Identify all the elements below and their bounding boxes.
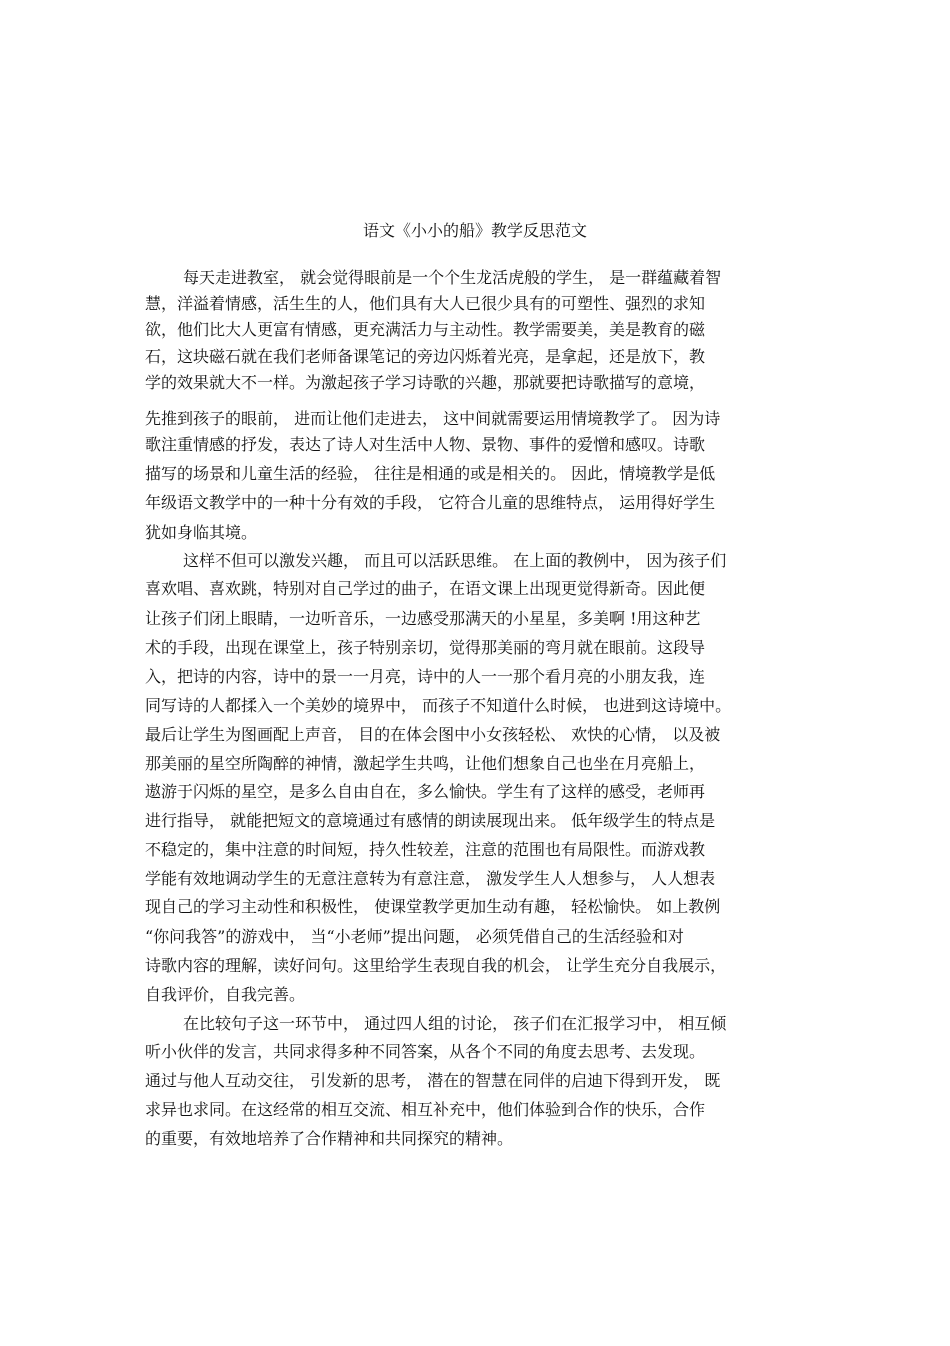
text-line: 慧，洋溢着情感，活生生的人，他们具有大人已很少具有的可塑性、强烈的求知 — [145, 294, 706, 313]
text-line: 听小伙伴的发言，共同求得多种不同答案，从各个不同的角度去思考、去发现。 — [145, 1042, 706, 1061]
text-line: 通过与他人互动交往， 引发新的思考， 潜在的智慧在同伴的启迪下得到开发， 既 — [145, 1071, 721, 1090]
text-line: 自我评价，自我完善。 — [145, 985, 306, 1004]
text-line: 犹如身临其境。 — [145, 523, 258, 542]
text-line: 这样不但可以激发兴趣， 而且可以活跃思维。 在上面的教例中， 因为孩子们 — [183, 551, 727, 570]
text-line: 术的手段，出现在课堂上，孩子特别亲切，觉得那美丽的弯月就在眼前。这段导 — [145, 638, 706, 657]
text-line: 年级语文教学中的一种十分有效的手段， 它符合儿童的思维特点， 运用得好学生 — [145, 493, 716, 512]
text-line: 最后让学生为图画配上声音， 目的在体会图中小女孩轻松、 欢快的心情， 以及被 — [145, 725, 721, 744]
text-line: 歌注重情感的抒发，表达了诗人对生活中人物、景物、事件的爱憎和感叹。诗歌 — [145, 435, 706, 454]
text-line: 学的效果就大不一样。为激起孩子学习诗歌的兴趣，那就要把诗歌描写的意境， — [145, 373, 706, 392]
text-line: 的重要，有效地培养了合作精神和共同探究的精神。 — [145, 1129, 514, 1148]
text-line: 喜欢唱、喜欢跳，特别对自己学过的曲子，在语文课上出现更觉得新奇。因此便 — [145, 579, 706, 598]
text-line: 遨游于闪烁的星空，是多么自由自在，多么愉快。学生有了这样的感受，老师再 — [145, 782, 706, 801]
text-line: 每天走进教室， 就会觉得眼前是一个个生龙活虎般的学生， 是一群蕴藏着智 — [183, 268, 722, 287]
text-line: 现自己的学习主动性和积极性， 使课堂教学更加生动有趣， 轻松愉快。 如上教例 — [145, 897, 721, 916]
text-line: 欲，他们比大人更富有情感，更充满活力与主动性。教学需要美，美是教育的磁 — [145, 320, 706, 339]
text-line: 学能有效地调动学生的无意注意转为有意注意， 激发学生人人想参与， 人人想表 — [145, 869, 716, 888]
text-line: 不稳定的，集中注意的时间短，持久性较差，注意的范围也有局限性。而游戏教 — [145, 840, 706, 859]
text-line: 石，这块磁石就在我们老师备课笔记的旁边闪烁着光亮，是拿起，还是放下，教 — [145, 347, 706, 366]
text-line: “你问我答”的游戏中， 当“小老师”提出问题， 必须凭借自己的生活经验和对 — [145, 927, 684, 946]
text-line: 先推到孩子的眼前， 进而让他们走进去， 这中间就需要运用情境教学了。 因为诗 — [145, 409, 721, 428]
text-line: 让孩子们闭上眼睛，一边听音乐，一边感受那满天的小星星，多美啊 !用这种艺 — [145, 609, 701, 628]
text-line: 进行指导， 就能把短文的意境通过有感情的朗读展现出来。 低年级学生的特点是 — [145, 811, 716, 830]
text-line: 入，把诗的内容，诗中的景一一月亮，诗中的人一一那个看月亮的小朋友我，连 — [145, 667, 706, 686]
text-line: 求异也求同。在这经常的相互交流、相互补充中，他们体验到合作的快乐，合作 — [145, 1100, 706, 1119]
text-line: 在比较句子这一环节中， 通过四人组的讨论， 孩子们在汇报学习中， 相互倾 — [183, 1014, 727, 1033]
text-line: 诗歌内容的理解，读好问句。这里给学生表现自我的机会， 让学生充分自我展示， — [145, 956, 727, 975]
text-line: 同写诗的人都揉入一个美妙的境界中， 而孩子不知道什么时候， 也进到这诗境中。 — [145, 696, 732, 715]
document-title: 语文《小小的船》教学反思范文 — [362, 221, 587, 240]
text-line: 描写的场景和儿童生活的经验， 往往是相通的或是相关的。 因此，情境教学是低 — [145, 464, 716, 483]
text-line: 那美丽的星空所陶醉的神情，激起学生共鸣，让他们想象自己也坐在月亮船上， — [145, 754, 706, 773]
